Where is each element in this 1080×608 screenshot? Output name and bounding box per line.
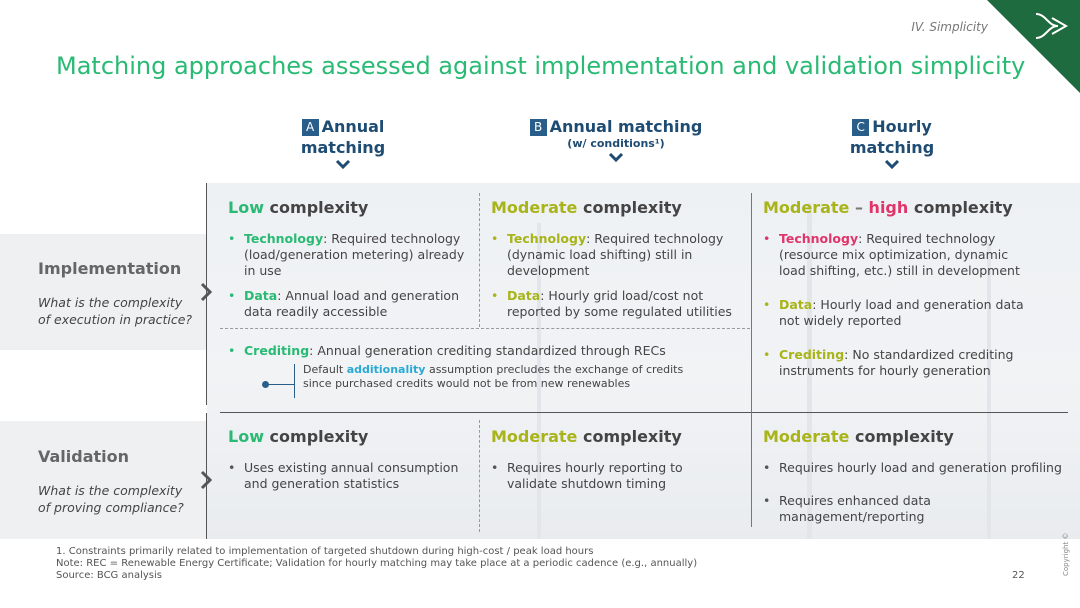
complexity-heading-b-validation: Moderate complexity bbox=[491, 427, 682, 446]
dashed-row-divider bbox=[220, 328, 750, 329]
chevron-down-icon bbox=[335, 160, 351, 169]
complexity-heading-a-implementation: Low complexity bbox=[228, 198, 369, 217]
footnote-1: 1. Constraints primarily related to implementation of targeted shutdown during high-cost / peak load hours bbox=[56, 546, 594, 557]
implementation-row-band bbox=[0, 234, 207, 350]
row-title-validation: Validation bbox=[38, 447, 130, 466]
chevron-down-icon bbox=[608, 153, 624, 162]
dashed-column-divider bbox=[479, 193, 480, 327]
complexity-heading-a-validation: Low complexity bbox=[228, 427, 369, 446]
bullet-data-c: • Data: Hourly load and generation data not widely reported bbox=[763, 297, 1024, 328]
column-subtitle-b: (w/ conditions¹) bbox=[567, 137, 665, 150]
callout-bar bbox=[294, 364, 295, 398]
complexity-heading-b-implementation: Moderate complexity bbox=[491, 198, 682, 217]
column-title-c-line1: Hourly bbox=[872, 117, 932, 136]
copyright-text: Copyright © bbox=[1062, 532, 1070, 576]
bullet-technology-a: • Technology: Required technology (load/generation metering) already in use bbox=[228, 231, 465, 278]
bullet-crediting-c: • Crediting: No standardized crediting instruments for hourly generation bbox=[763, 347, 1014, 378]
bullet-technology-b: • Technology: Required technology (dynamic load shifting) still in development bbox=[491, 231, 724, 278]
column-letter-c: C bbox=[852, 119, 869, 136]
column-title-b-line1: Annual matching bbox=[549, 117, 703, 136]
column-header-annual-conditions bbox=[516, 116, 716, 162]
row-title-implementation: Implementation bbox=[38, 259, 182, 278]
row-divider bbox=[220, 412, 1068, 413]
bullet-validation-c-1: • Requires hourly load and generation profiling bbox=[763, 460, 1062, 475]
column-header-hourly bbox=[832, 116, 952, 169]
footnote-note: Note: REC = Renewable Energy Certificate; Validation for hourly matching may take place at a periodic cadence (e.g., annually) bbox=[56, 558, 698, 569]
section-tag: IV. Simplicity bbox=[911, 20, 988, 34]
left-divider bbox=[206, 183, 207, 405]
column-letter-b: B bbox=[530, 119, 547, 136]
callout-connector bbox=[264, 384, 294, 385]
page-title: Matching approaches assessed against implementation and validation simplicity bbox=[56, 52, 1026, 80]
arrow-logo-icon bbox=[1032, 8, 1072, 44]
bullet-technology-c: • Technology: Required technology (resource mix optimization, dynamic load shifting, etc.) still in development bbox=[763, 231, 1020, 278]
column-letter-a: A bbox=[302, 119, 319, 136]
dashed-column-divider bbox=[479, 420, 480, 532]
bullet-validation-b: • Requires hourly reporting to validate shutdown timing bbox=[491, 460, 683, 491]
column-title-a-line2: matching bbox=[300, 138, 386, 157]
chevron-down-icon bbox=[884, 160, 900, 169]
footnote-source: Source: BCG analysis bbox=[56, 570, 162, 581]
additionality-note: Default additionality assumption precludes the exchange of credits since purchased credits would not be from new renewables bbox=[303, 363, 684, 390]
page-number: 22 bbox=[1012, 570, 1025, 581]
row-question-validation: What is the complexity of proving compliance? bbox=[38, 483, 184, 515]
bullet-validation-a: • Uses existing annual consumption and generation statistics bbox=[228, 460, 459, 491]
left-divider bbox=[206, 413, 207, 539]
bullet-data-a: • Data: Annual load and generation data readily accessible bbox=[228, 288, 460, 319]
bullet-validation-c-2: • Requires enhanced data management/reporting bbox=[763, 493, 931, 524]
validation-row-band bbox=[0, 421, 207, 539]
row-question-implementation: What is the complexity of execution in practice? bbox=[38, 295, 193, 327]
column-divider bbox=[751, 193, 752, 527]
bullet-crediting-ab: • Crediting: Annual generation crediting standardized through RECs bbox=[228, 343, 666, 358]
complexity-heading-c-implementation: Moderate – high complexity bbox=[763, 198, 1013, 217]
bullet-data-b: • Data: Hourly grid load/cost not reported by some regulated utilities bbox=[491, 288, 732, 319]
column-title-a-line1: Annual bbox=[321, 117, 385, 136]
complexity-heading-c-validation: Moderate complexity bbox=[763, 427, 954, 446]
column-header-annual bbox=[283, 116, 403, 169]
column-title-c-line2: matching bbox=[849, 138, 935, 157]
